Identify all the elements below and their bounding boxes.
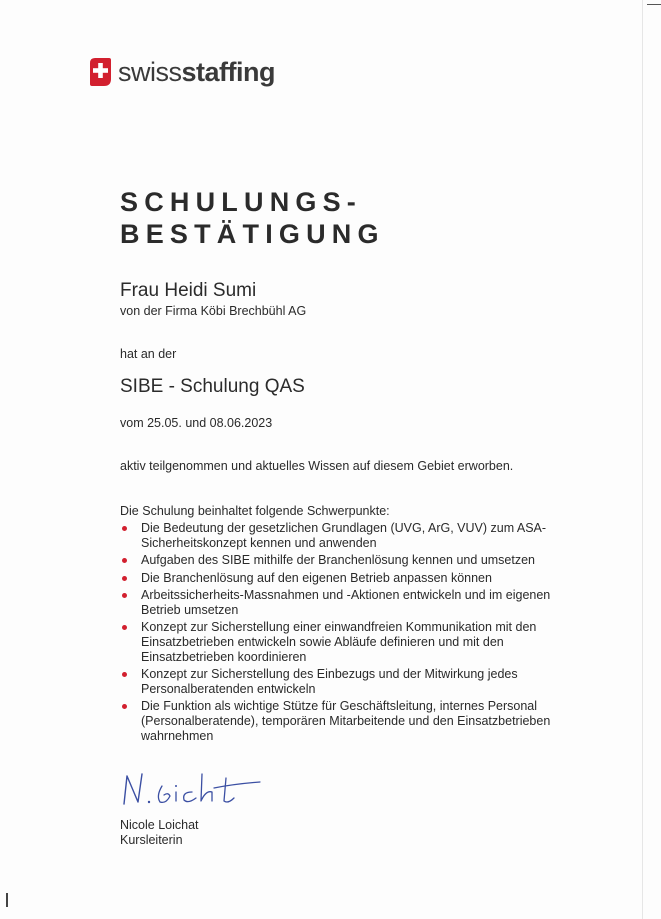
topics-list: [120, 521, 580, 746]
list-item: [120, 571, 580, 586]
course-name: SIBE - Schulung QAS: [120, 376, 305, 397]
list-item: [120, 699, 580, 743]
title-line-1: SCHULUNGS-: [120, 187, 362, 217]
title-line-2: BESTÄTIGUNG: [120, 219, 385, 249]
participation-result: aktiv teilgenommen und aktuelles Wissen auf diesem Gebiet erworben.: [120, 459, 514, 473]
list-item: [120, 588, 580, 618]
bullet-icon: [122, 672, 127, 677]
topic-text: Konzept zur Sicherstellung des Einbezugs und der Mitwirkung jedes Personalberatenden entwickeln: [141, 667, 518, 696]
bullet-icon: [122, 593, 127, 598]
course-dates: vom 25.05. und 08.06.2023: [120, 416, 273, 430]
signer-block: [120, 818, 199, 848]
bullet-icon: [122, 526, 127, 531]
scan-edge-line: [642, 0, 643, 919]
topic-text: Konzept zur Sicherstellung einer einwandfreien Kommunikation mit den Einsatzbetrieben entwickeln sowie Abläufe definieren und mit den Einsatzbetrieben koordinieren: [141, 620, 537, 664]
topic-text: Aufgaben des SIBE mithilfe der Branchenlösung kennen und umsetzen: [141, 553, 536, 568]
bullet-icon: [122, 576, 127, 581]
bullet-icon: [122, 704, 127, 709]
list-item: [120, 521, 580, 551]
scan-mark-top: [647, 4, 661, 5]
topic-text: Die Branchenlösung auf den eigenen Betrieb anpassen können: [141, 570, 492, 585]
bullet-icon: [122, 625, 127, 630]
signer-name: Nicole Loichat: [120, 818, 199, 832]
topic-text: Arbeitssicherheits-Massnahmen und -Aktionen entwickeln und im eigenen Betrieb umsetzen: [141, 587, 551, 617]
recipient-name: Frau Heidi Sumi: [120, 280, 257, 301]
logo-wordmark-light: swiss: [118, 56, 182, 87]
signer-role: Kursleiterin: [120, 833, 183, 847]
logo-wordmark: [118, 56, 275, 87]
handwritten-signature: [118, 768, 268, 810]
recipient-company: von der Firma Köbi Brechbühl AG: [120, 304, 307, 318]
list-item: [120, 667, 580, 697]
document-title: [120, 186, 385, 250]
topic-text: Die Funktion als wichtige Stütze für Geschäftsleitung, internes Personal (Personalberatende), temporären Mitarbeitende und den Einsatzbetrieben wahrnehmen: [141, 699, 551, 743]
scan-mark-bottom: [6, 893, 8, 907]
bullet-icon: [122, 558, 127, 563]
participation-intro: hat an der: [120, 347, 177, 361]
swissstaffing-logo: [88, 55, 275, 89]
topic-text: Die Bedeutung der gesetzlichen Grundlagen (UVG, ArG, VUV) zum ASA-Sicherheitskonzept kennen und anwenden: [141, 521, 547, 550]
topics-intro: Die Schulung beinhaltet folgende Schwerpunkte:: [120, 504, 390, 518]
logo-wordmark-bold: staffing: [181, 56, 275, 87]
list-item: [120, 553, 580, 568]
list-item: [120, 620, 580, 664]
swiss-cross-icon: [88, 57, 112, 87]
